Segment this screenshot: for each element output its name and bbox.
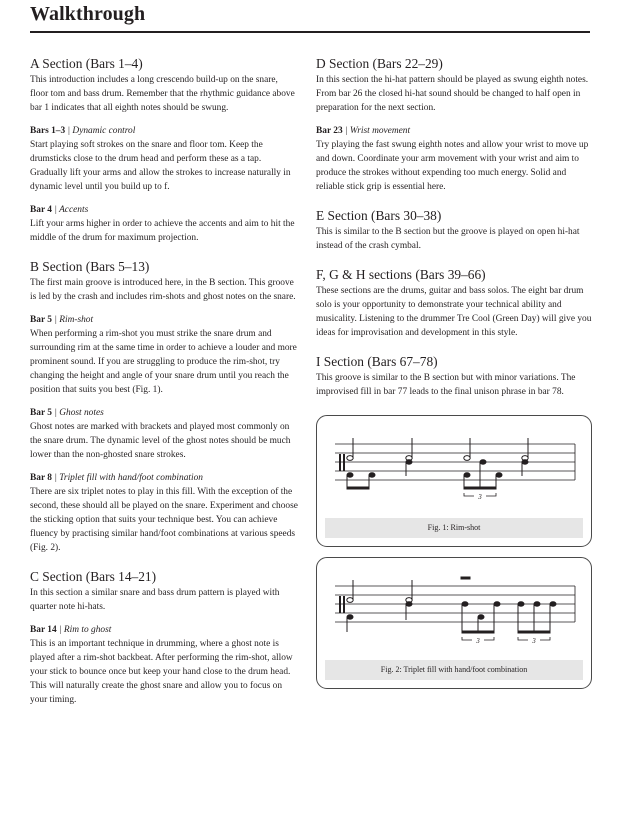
bar-label: Bars 1–3 [30, 126, 66, 136]
subsection-body: This is an important technique in drumming, where a ghost note is played after a rim-shot backbeat. After performing the rim-shot, allow your stick to bounce once but keep your hand close to the drum head. This will naturally create the ghost snare and allow you to focus on your timing. [30, 639, 293, 705]
bar-label: Bar 5 [30, 408, 52, 418]
subsection-heading [30, 471, 298, 485]
section [30, 259, 298, 555]
subsection-body: When performing a rim-shot you must strike the snare drum and surrounding rim at the same time in order to achieve a louder and more prominent sound. If you are struggling to produce the rim-shot, try changing the height and angle of your snare drum until you reach the position that suits you best (Fig. 1). [30, 329, 297, 395]
section-body: In this section the hi-hat pattern should be played as swung eighth notes. From bar 26 the closed hi-hat sound should be changed to half open in preparation for the next section. [316, 75, 589, 113]
section-heading: C Section (Bars 14–21) [30, 569, 157, 584]
fig2-caption: Fig. 2: Triplet fill with hand/foot combination [325, 660, 583, 680]
bar-label: Bar 5 [30, 315, 52, 325]
section-body: The first main groove is introduced here, in the B section. This groove is led by the crash and includes rim-shots and ghost notes on the snare. [30, 278, 296, 302]
subsection-body: Try playing the fast swung eighth notes and allow your wrist to move up and down. Coordinate your arm movement with your wrist and aim to produce the strokes without expending too much energy. Solid and reliable stick grip is essential here. [316, 140, 589, 192]
topic-label: Rim to ghost [63, 625, 112, 635]
bar-label: Bar 23 [316, 126, 343, 136]
bar-label: Bar 8 [30, 473, 52, 483]
bar-label: Bar 14 [30, 625, 57, 635]
separator: | [51, 315, 60, 325]
bar-label: Bar 4 [30, 205, 52, 215]
section-heading: A Section (Bars 1–4) [30, 56, 143, 71]
subsection-heading [30, 124, 298, 138]
subsection [30, 203, 298, 245]
subsection-heading [30, 313, 298, 327]
fig1-tuplet: 3 [478, 493, 482, 501]
topic-label: Wrist movement [349, 126, 411, 136]
section-heading: E Section (Bars 30–38) [316, 208, 442, 223]
topic-label: Triplet fill with hand/foot combination [59, 473, 203, 483]
subsection-heading [30, 623, 298, 637]
section-body: This groove is similar to the B section but with minor variations. The improvised fill in bar 77 leads to the final unison phrase in bar 78. [316, 373, 576, 397]
subsection-heading [30, 406, 298, 420]
page-title: Walkthrough [30, 3, 146, 25]
section-body: These sections are the drums, guitar and bass solos. The eight bar drum solo is your opportunity to demonstrate your technical ability and musicality. Listening to the drummer Tre Cool (Green Day) will give you ideas for improvisation and development in this style. [316, 286, 592, 338]
left-column [30, 56, 298, 721]
subsection [30, 471, 298, 555]
separator: | [56, 625, 64, 635]
subsection [316, 124, 592, 194]
subsection [30, 313, 298, 397]
subsection [30, 124, 298, 194]
right-sections [316, 56, 592, 399]
subsection-body: There are six triplet notes to play in this fill. With the exception of the second, these should all be played on the snare. Experiment and choose the sticking option that suits your technique best. You can achieve fluency by practising similar hand/foot combinations at various speeds (Fig. 2). [30, 487, 298, 553]
section-body: This introduction includes a long crescendo build-up on the snare, floor tom and bass drum. Remember that the rhythmic guidance above bar 1 indicates that all eighth notes should be swung. [30, 75, 295, 113]
topic-label: Accents [59, 205, 89, 215]
subsection-body: Ghost notes are marked with brackets and played most commonly on the snare drum. The dynamic level of the ghost notes should be much lower than the non-ghosted snare strokes. [30, 422, 291, 460]
fig2-tuplet-b: 3 [532, 637, 536, 645]
figure-2 [316, 557, 592, 689]
separator: | [342, 126, 350, 136]
separator: | [51, 408, 60, 418]
subsection-heading [30, 203, 298, 217]
subsection [30, 406, 298, 462]
section [30, 56, 298, 245]
section [316, 56, 592, 194]
figure-1 [316, 415, 592, 547]
topic-label: Ghost notes [59, 408, 104, 418]
topic-label: Rim-shot [59, 315, 94, 325]
section-heading: I Section (Bars 67–78) [316, 354, 438, 369]
section [316, 354, 592, 399]
subsection-body: Lift your arms higher in order to achieve the accents and aim to hit the middle of the drum for maximum projection. [30, 219, 295, 243]
separator: | [51, 473, 60, 483]
right-column [316, 56, 592, 689]
section [316, 208, 592, 253]
subsection-body: Start playing soft strokes on the snare and floor tom. Keep the drumsticks close to the drum head and perform these as a tap. Gradually lift your arms and allow the strokes to increase naturally in dynamic level until you build up to f. [30, 140, 291, 192]
fig2-tuplet-a: 3 [476, 637, 480, 645]
section-heading: B Section (Bars 5–13) [30, 259, 150, 274]
separator: | [51, 205, 60, 215]
section-body: In this section a similar snare and bass drum pattern is played with quarter note hi-hats. [30, 588, 280, 612]
title-rule [30, 31, 590, 33]
topic-label: Dynamic control [72, 126, 136, 136]
separator: | [65, 126, 73, 136]
section-body: This is similar to the B section but the groove is played on open hi-hat instead of the crash cymbal. [316, 227, 580, 251]
subsection-heading [316, 124, 592, 138]
section [30, 569, 298, 707]
section-heading: D Section (Bars 22–29) [316, 56, 443, 71]
section [316, 267, 592, 340]
subsection [30, 623, 298, 707]
fig1-caption: Fig. 1: Rim-shot [325, 518, 583, 538]
section-heading: F, G & H sections (Bars 39–66) [316, 267, 486, 282]
